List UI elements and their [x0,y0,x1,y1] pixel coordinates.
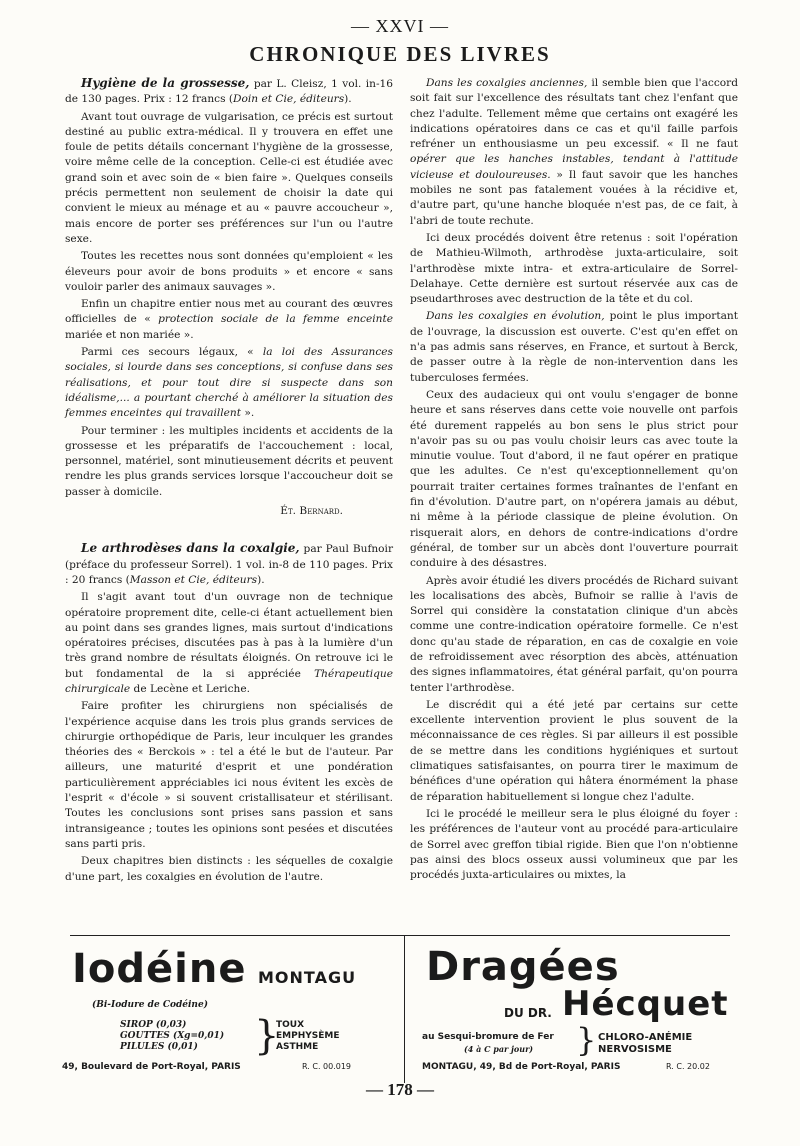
paragraph [410,76,738,229]
ad-brand: Dragées [426,944,620,990]
paragraph: Faire profiter les chirurgiens non spécialisés de l'expérience acquise dans les trois plus grands services de chirurgie orthopédique de Paris, leur inculquer les grandes théories des « Berckois » : tel a été le but de l'auteur. Par ailleurs, une maturité d'esprit et une pondération particulièrement appréciables ici nous évitent les excès de l'esprit « d'école » si souvent cristallisateur et stérilisant. Toutes les conclusions sont prises sans passion et sans intransigeance ; toutes les opinions sont pesées et discutées sans parti pris. [65,700,393,850]
ad-code: R. C. 00.019 [302,1062,352,1071]
paragraph: Ceux des audacieux qui ont voulu s'engager de bonne heure et sans réserves dans cette voie nouvelle ont parfois été durement rappelés au bon sens le plus strict pour n'avoir pas su ou pas voulu choisir leurs cas avec toute la minutie voulue. Tout d'abord, il ne faut opérer en pratique que les adultes. Ce n'est qu'exceptionnellement qu'on pourrait traiter certaines formes traînantes de l'enfant en fin d'évolution. D'autre part, on n'opérera jamais au début, ni même à la période classique de pleine évolution. On risquerait alors, en dehors de contre-indications d'ordre général, de tomber sur un abcès dont l'ouverture pourrait conduire à des désastres. [410,388,738,570]
review-2-publisher: Masson et Cie, éditeurs [129,573,258,586]
paragraph: Ici le procédé le meilleur sera le plus éloigné du foyer : les préférences de l'auteur vont au procédé para-articulaire de Sorrel avec greffon tibial rigide. Bien que l'on n'obtienne pas ainsi des blocs osseux aussi volumineux que par les procédés juxta-articulaires ou mixtes, la [410,807,738,882]
ad-address: MONTAGU, 49, Bd de Port-Royal, PARIS [422,1062,621,1072]
italic-run: Dans les coxalgies en évolution, [426,310,605,323]
brace-icon: } [254,1013,280,1059]
ad-form: PILULES (0,01) [120,1042,198,1052]
paragraph: Le discrédit qui a été jeté par certains sur cette excellente intervention provient le plus souvent de la méconnaissance de ces règles. Si par ailleurs il est possible de se mettre dans les conditions hygiéniques et surtout climatiques satisfaisantes, on pourra tirer le maximum de bénéfices d'une opération qui hâtera énormément la phase de réparation habituellement si longue chez l'adulte. [410,698,738,803]
ad-indication: TOUX [276,1020,305,1030]
paragraph: Après avoir étudié les divers procédés de Richard suivant les localisations des abcès, Bufnoir se rallie à l'avis de Sorrel qui considère la constatation clinique d'un abcès comme une contre-indication opératoire formelle. Ce n'est donc qu'au stade de réparation, en cas de coxalgie en voie de refroidissement avec résorption des abcès, atténuation des signes inflammatoires, état général parfait, qu'on pourra tenter l'arthrodèse. [410,574,738,694]
paragraph: Pour terminer : les multiples incidents et accidents de la grossesse et les préparatifs de l'accouchement : local, personnel, matériel, sont minutieusement décrits et peuvent rendre les plus grands services lorsque l'accoucheur doit se passer à domicile. [65,424,393,498]
ad-dose: (4 à C par jour) [464,1044,534,1054]
ad-form: SIROP (0,03) [120,1020,187,1030]
ad-indication: CHLORO-ANÉMIE [598,1032,693,1043]
review-2-meta: par Paul Bufnoir (préface du professeur Sorrel). 1 vol. in-8 de 110 pages. Prix : 20 francs ( [65,543,394,586]
review-1-signature: Ét. Bernard. [280,505,343,518]
right-column [410,76,738,885]
advertisement-iodeine [62,940,398,1078]
section-title: CHRONIQUE DES LIVRES [249,42,551,66]
italic-run: opérer que les hanches instables, tendant à l'attitude vicieuse et douloureuses. [410,153,738,181]
review-2-meta-end: ). [257,573,265,586]
paragraph: Deux chapitres bien distincts : les séquelles de coxalgie d'une part, les coxalgies en évolution de l'autre. [65,855,393,883]
text-run: mariée et non mariée ». [65,328,194,341]
text-run: il semble bien que l'accord soit fait sur l'excellence des résultats tant chez l'enfant que chez l'adulte. Tellement même que certains ont exagéré les indications opératoires dans ce cas et qu'il faille parfois refréner un enthousiasme un peu excessif. « Il ne faut [410,77,738,151]
review-1-meta: par L. Cleisz, 1 vol. in-16 de 130 pages. Prix : 12 francs ( [65,78,394,106]
text-run: Parmi ces secours légaux, « [81,346,263,359]
italic-run: Thérapeutique chirurgicale [65,667,393,695]
review-1-publisher: Doin et Cie, éditeurs [233,93,345,106]
paragraph: Toutes les recettes nous sont données qu'emploient « les éleveurs pour avoir de bons produits » et encore « sans vouloir parler des animaux sauvages ». [65,250,393,293]
ad-doctor: Hécquet [562,984,729,1024]
italic-run: la loi des Assurances sociales, si lourde dans ses conceptions, si confuse dans ses réalisations, et pour tout dire si suspecte dans son idéalisme,... a pourtant cherché à améliorer la situation des femmes enceintes qui travaillent [65,346,393,420]
paragraph [65,590,393,697]
review-2-title: Le arthrodèses dans la coxalgie, [81,541,300,556]
review-1-meta-end: ). [344,93,352,106]
paragraph: Avant tout ouvrage de vulgarisation, ce précis est surtout destiné au public extra-médical. Il y trouvera en effet une foule de petits détails concernant l'hygiène de la grossesse, voire même celle de la conception. Celle-ci est étudiée avec grand soin et avec soin de « bien faire ». Quelques conseils précis permettent non seulement de choisir la date qui convient le mieux au ménage et au « pauvre accoucheur », mais encore de porter ses préférences sur l'un ou l'autre sexe. [65,110,393,245]
ad-divider [404,935,405,1083]
advertisement-dragees [412,940,738,1078]
text-run: point le plus important de l'ouvrage, la discussion est ouverte. C'est qu'en effet on n'a pas admis sans réserves, en France, et surtout à Berck, de passer outre à la règle de non-intervention dans les tuberculoses fermées. [410,310,738,384]
paragraph [65,297,393,343]
ad-top-rule [70,935,730,936]
ad-maker: MONTAGU [258,968,357,987]
paragraph: Ici deux procédés doivent être retenus : soit l'opération de Mathieu-Wilmoth, arthrodèse juxta-articulaire, soit l'arthrodèse mixte intra- et extra-articulaire de Sorrel-Delahaye. Cette dernière est surtout réservée aux cas de pseudarthroses avec destruction de la tête et du col. [410,231,738,306]
paragraph [65,345,393,421]
review-1-title: Hygiène de la grossesse, [81,76,250,90]
page-number: — 178 — [366,1080,434,1099]
ad-indication: EMPHYSÈME [276,1031,340,1041]
ad-code: R. C. 20.02 [666,1062,710,1071]
paragraph [410,309,738,385]
ad-indication: ASTHME [276,1042,319,1052]
italic-run: protection sociale de la femme enceinte [158,313,393,326]
text-run: ». [241,407,255,420]
text-run: » Il faut savoir que les hanches mobiles ne sont pas fatalement vouées à la récidive et, d'autre part, qu'une hanche bloquée n'est pas, de ce fait, à l'abri de toute rechute. [410,168,738,227]
ad-indication: NERVOSISME [598,1044,672,1055]
ad-address: 49, Boulevard de Port-Royal, PARIS [62,1062,241,1072]
review-1-heading [65,76,393,108]
text-run: Il s'agit avant tout d'un ouvrage non de technique opératoire proprement dite, celle-ci étant actuellement bien au point dans ses grandes lignes, mais surtout d'indications opératoires précises, discutées pas à pas à la lumière d'un très grand nombre de résultats éloignés. On retrouve ici le but fondamental de la si appréciée [65,591,393,680]
ad-subtitle: (Bi-Iodure de Codéine) [92,1000,208,1010]
left-column [65,76,393,887]
brace-icon: } [576,1021,597,1059]
ad-du: DU DR. [504,1006,552,1020]
text-run: de Lecène et Leriche. [130,682,250,695]
italic-run: Dans les coxalgies anciennes, [426,77,588,89]
ad-line: au Sesqui-bromure de Fer [422,1032,554,1042]
ad-brand: Iodéine [72,946,247,992]
review-2-heading [65,541,393,588]
ad-form: GOUTTES (Xg=0,01) [120,1031,225,1041]
roman-page-marker: — XXVI — [351,16,449,36]
text-run: Enfin un chapitre entier nous met au courant des œuvres officielles de « [65,298,393,326]
